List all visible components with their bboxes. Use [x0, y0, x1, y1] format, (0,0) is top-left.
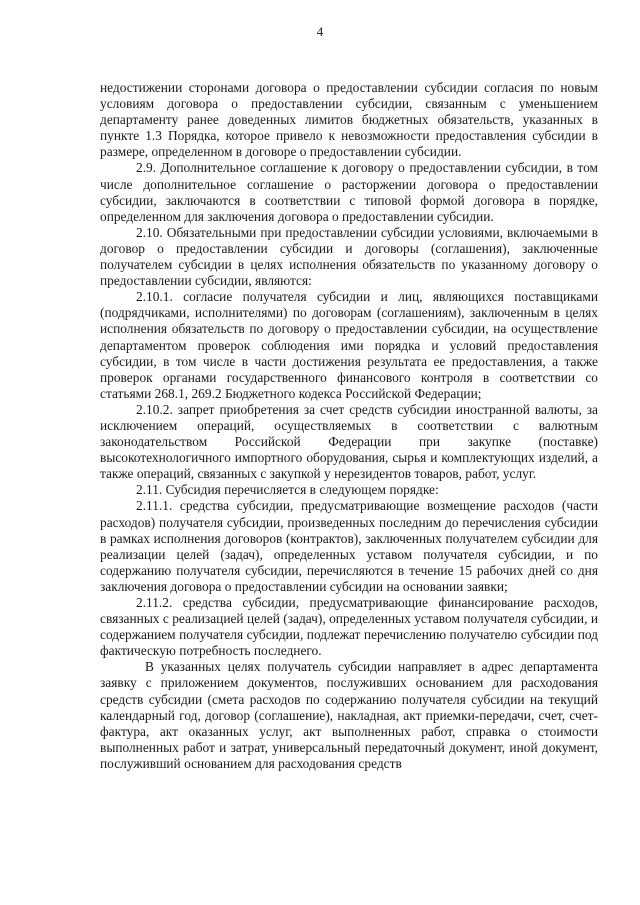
paragraph-2-11-2: 2.11.2. средства субсидии, предусматривающие финансирование расходов, связанных с реализацией целей (задач), определенных уставом получателя субсидии, и содержанием получателя субсидии, подлежат перечислению получателю субсидии под фактическую потребность последнего.: [100, 595, 598, 659]
paragraph-2-10: 2.10. Обязательными при предоставлении субсидии условиями, включаемыми в договор о предоставлении субсидии и договоры (соглашения), заключенные получателем субсидии в целях исполнения обязательств по указанному договору о предоставлении субсидии, являются:: [100, 224, 598, 289]
document-body: [100, 80, 598, 772]
paragraph-application-documents: В указанных целях получатель субсидии направляет в адрес департамента заявку с приложением документов, послуживших основанием для расходования средств субсидии (смета расходов по содержанию получателя субсидии на текущий календарный год, договор (соглашение), накладная, акт приемки-передачи, счет, счет-фактура, акт оказанных услуг, акт выполненных работ, справка о стоимости выполненных работ и затрат, универсальный передаточный документ, иной документ, послуживший основанием для расходования средств: [100, 659, 598, 771]
paragraph-2-11: 2.11. Субсидия перечисляется в следующем порядке:: [136, 482, 439, 498]
page-number: 4: [316, 24, 324, 39]
paragraph-2-9: 2.9. Дополнительное соглашение к договору о предоставлении субсидии, в том числе дополнительное соглашение о расторжении договора о предоставлении субсидии, заключаются в соответствии с типовой формой договора в порядке, определенном для заключения договора о предоставлении субсидии.: [100, 160, 598, 224]
paragraph-2-11-1: 2.11.1. средства субсидии, предусматривающие возмещение расходов (части расходов) получателя субсидии, произведенных последним до перечисления субсидии в рамках исполнения договоров (контрактов), заключенных получателем субсидии для реализации целей (задач), определенных уставом получателя субсидии, и по содержанию получателя субсидии, перечисляются в течение 15 рабочих дней со дня заключения договора о предоставлении субсидии на основании заявки;: [100, 498, 598, 594]
paragraph-2-10-2: 2.10.2. запрет приобретения за счет средств субсидии иностранной валюты, за исключением операций, осуществляемых в соответствии с валютным законодательством Российской Федерации при закупке (поставке) высокотехнологичного импортного оборудования, сырья и комплектующих изделий, а также операций, связанных с закупкой у нерезидентов товаров, работ, услуг.: [100, 401, 598, 482]
paragraph-continuation: недостижении сторонами договора о предоставлении субсидии согласия по новым условиям договора о предоставлении субсидии, связанным с уменьшением департаменту ранее доведенных лимитов бюджетных обязательств, указанных в пункте 1.3 Порядка, которое привело к невозможности предоставления субсидии в размере, определенном в договоре о предоставлении субсидии.: [100, 80, 598, 160]
paragraph-2-10-1: 2.10.1. согласие получателя субсидии и лиц, являющихся поставщиками (подрядчиками, исполнителями) по договорам (соглашениям), заключенным в целях исполнения обязательств по договору о предоставлении субсидии, на осуществление департаментом проверок соблюдения ими порядка и условий предоставления субсидии, в том числе в части достижения результата ее предоставления, а также проверок органами государственного финансового контроля в соответствии со статьями 268.1, 269.2 Бюджетного кодекса Российской Федерации;: [100, 289, 598, 401]
